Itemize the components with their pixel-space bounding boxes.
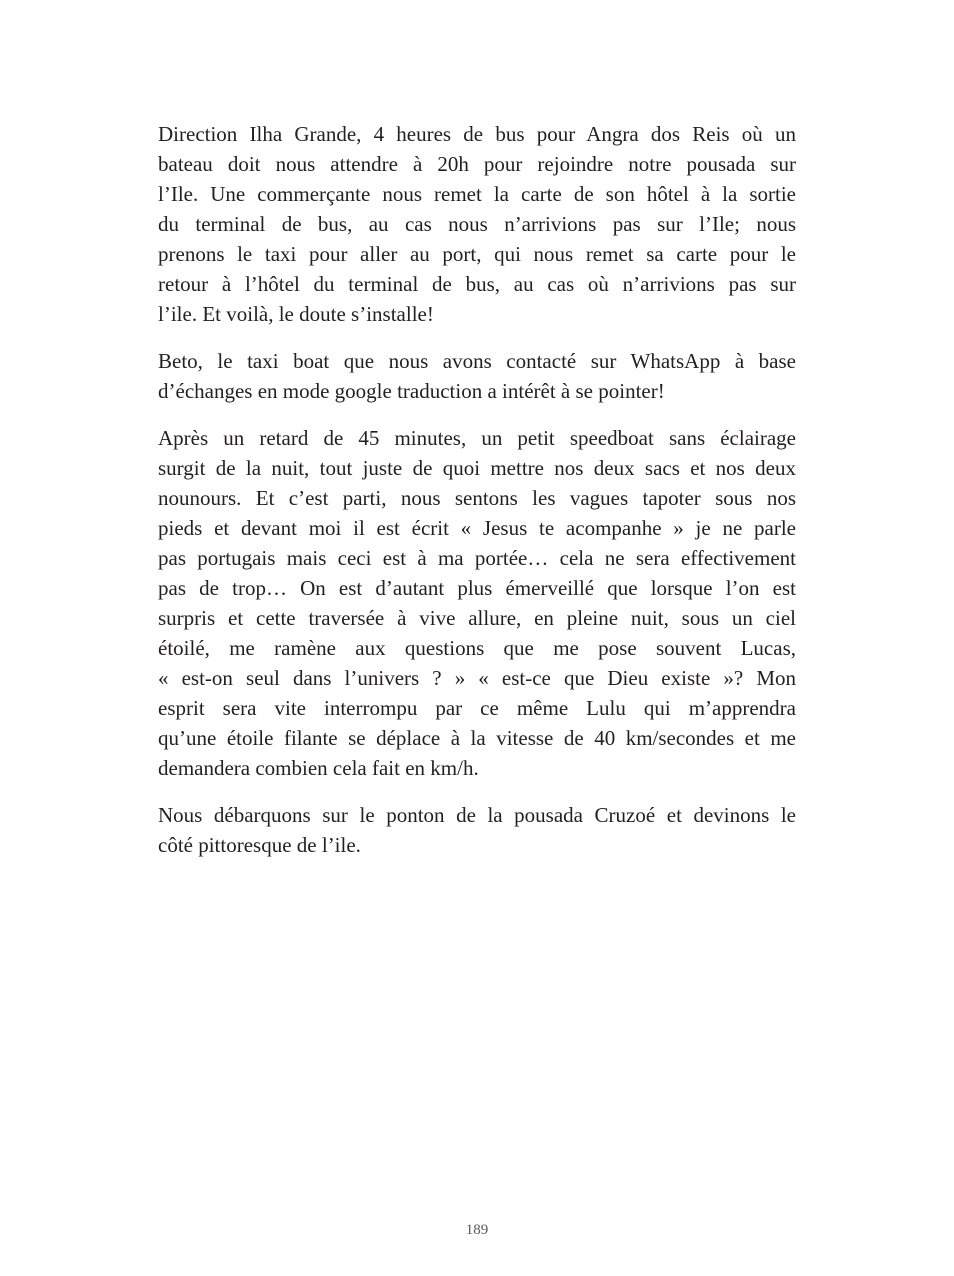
text-line: prenons le taxi pour aller au port, qui nous remet sa carte pour le [158, 242, 796, 266]
text-line: surgit de la nuit, tout juste de quoi mettre nos deux sacs et nos deux [158, 456, 796, 480]
paragraph-beto [158, 346, 796, 406]
text-line: Après un retard de 45 minutes, un petit speedboat sans éclairage [158, 426, 796, 450]
text-line: d’échanges en mode google traduction a intérêt à se pointer! [158, 379, 665, 403]
text-line: Direction Ilha Grande, 4 heures de bus pour Angra dos Reis où un [158, 122, 796, 146]
text-line: Nous débarquons sur le ponton de la pousada Cruzoé et devinons le [158, 803, 796, 827]
text-line: l’Ile. Une commerçante nous remet la carte de son hôtel à la sortie [158, 182, 796, 206]
text-line: surpris et cette traversée à vive allure, en pleine nuit, sous un ciel [158, 606, 796, 630]
text-line: pieds et devant moi il est écrit « Jesus te acompanhe » je ne parle [158, 516, 796, 540]
text-line: esprit sera vite interrompu par ce même Lulu qui m’apprendra [158, 696, 796, 720]
text-line: pas portugais mais ceci est à ma portée… cela ne sera effectivement [158, 546, 796, 570]
text-line: côté pittoresque de l’ile. [158, 833, 361, 857]
text-line: bateau doit nous attendre à 20h pour rejoindre notre pousada sur [158, 152, 796, 176]
paragraph-cruzoe [158, 800, 796, 860]
paragraph-ilha-grande [158, 119, 796, 329]
text-line: retour à l’hôtel du terminal de bus, au cas où n’arrivions pas sur [158, 272, 796, 296]
text-line: étoilé, me ramène aux questions que me pose souvent Lucas, [158, 636, 796, 660]
page-number: 189 [465, 1222, 489, 1238]
paragraph-speedboat [158, 423, 796, 783]
text-line: qu’une étoile filante se déplace à la vitesse de 40 km/secondes et me [158, 726, 796, 750]
text-line: du terminal de bus, au cas nous n’arrivions pas sur l’Ile; nous [158, 212, 796, 236]
page-body [158, 119, 796, 877]
text-line: « est-on seul dans l’univers ? » « est-ce que Dieu existe »? Mon [158, 666, 796, 690]
text-line: Beto, le taxi boat que nous avons contacté sur WhatsApp à base [158, 349, 796, 373]
text-line: pas de trop… On est d’autant plus émerveillé que lorsque l’on est [158, 576, 796, 600]
text-line: nounours. Et c’est parti, nous sentons les vagues tapoter sous nos [158, 486, 796, 510]
text-line: l’ile. Et voilà, le doute s’installe! [158, 302, 434, 326]
text-line: demandera combien cela fait en km/h. [158, 756, 479, 780]
